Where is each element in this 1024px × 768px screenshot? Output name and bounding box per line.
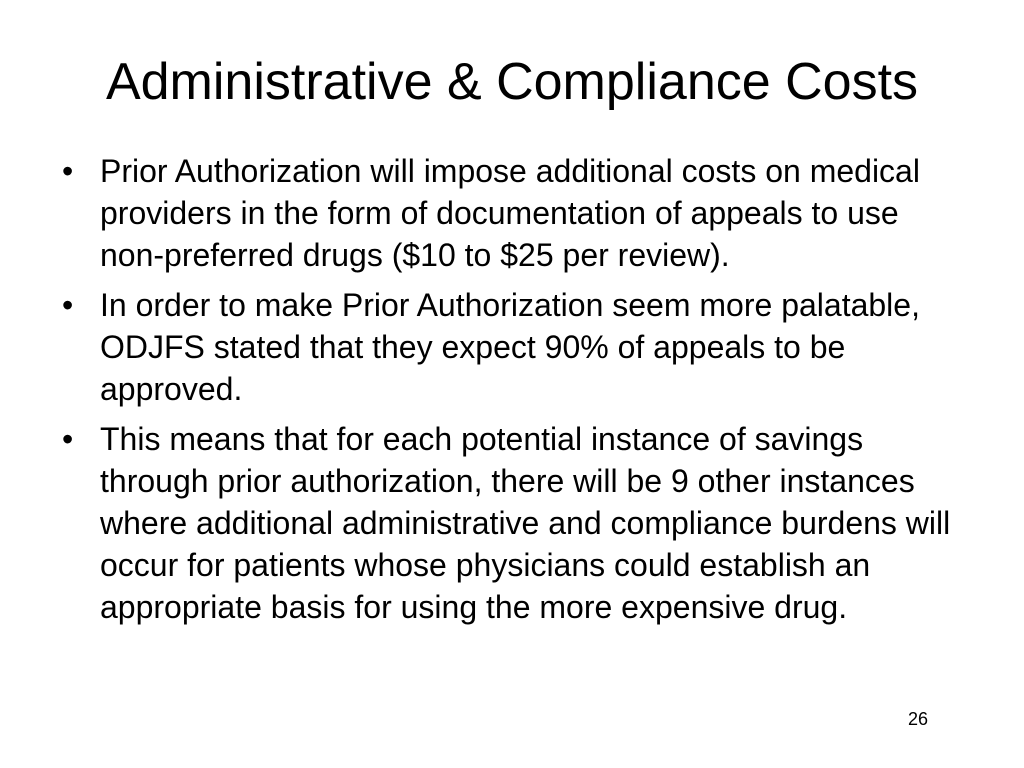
bullet-dot-icon: • — [62, 287, 74, 323]
bullet-text: This means that for each potential instance of savings through prior authorization, there will be 9 other instances where additional administrative and compliance burdens will occur for patients whose physicians could establish an appropriate basis for using the more expensive drug. — [100, 421, 951, 625]
bullet-dot-icon: • — [62, 421, 74, 457]
slide-title: Administrative & Compliance Costs — [105, 53, 919, 111]
bullet-dot-icon: • — [62, 153, 74, 189]
bullet-text: In order to make Prior Authorization seem more palatable, ODJFS stated that they expect 90% of appeals to be approved. — [100, 287, 920, 407]
bullet-item-approval-expectation — [62, 284, 968, 410]
bullet-text: Prior Authorization will impose additional costs on medical providers in the form of documentation of appeals to use non-preferred drugs ($10 to $25 per review). — [100, 153, 920, 273]
bullet-item-prior-authorization-costs — [62, 150, 968, 276]
slide-number: 26 — [908, 709, 929, 729]
bullet-list — [62, 150, 968, 636]
bullet-item-burden-implication — [62, 418, 968, 628]
